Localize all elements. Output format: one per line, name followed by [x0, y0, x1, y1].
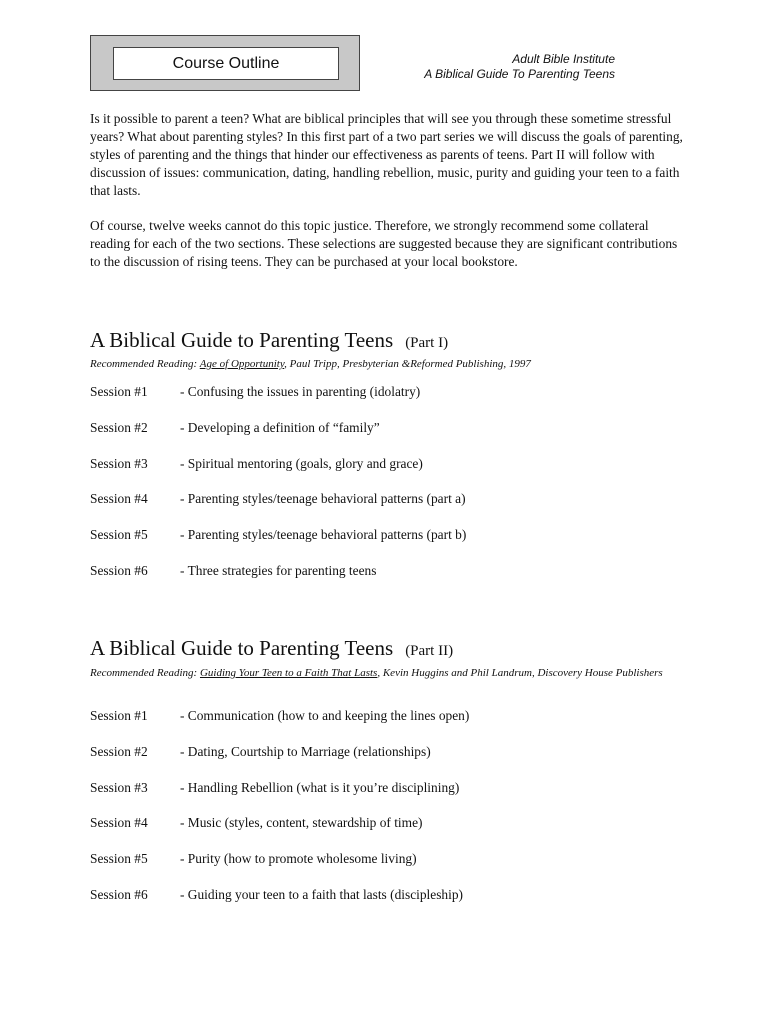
part2-recommended-reading	[90, 666, 680, 681]
session-topic: - Guiding your teen to a faith that lasts (discipleship)	[180, 886, 464, 902]
session-number: Session #5	[90, 527, 148, 543]
session-number: Session #2	[90, 419, 148, 435]
session-topic: - Spiritual mentoring (goals, glory and grace)	[180, 455, 423, 471]
part2-reading-label: Recommended Reading:	[90, 667, 198, 679]
session-row	[90, 815, 650, 851]
session-topic: - Developing a definition of “family”	[180, 419, 380, 435]
part1-heading-text: A Biblical Guide to Parenting Teens	[90, 328, 394, 352]
session-topic: - Communication (how to and keeping the lines open)	[180, 708, 470, 723]
part1-reading-label: Recommended Reading:	[90, 358, 198, 370]
session-row	[90, 780, 650, 816]
part1-session-list	[90, 384, 650, 599]
session-number: Session #6	[90, 562, 148, 578]
part2-book-title: Guiding Your Teen to a Faith That Lasts	[199, 667, 378, 679]
intro-paragraph-2: Of course, twelve weeks cannot do this topic justice. Therefore, we strongly recommend some collateral reading for each of the two sections. These selections are suggested because they are significant contributions to the discussion of rising teens. They can be purchased at your local bookstore.	[90, 218, 678, 269]
title-frame	[90, 35, 360, 91]
part1-label: (Part I)	[405, 335, 449, 351]
session-number: Session #3	[90, 779, 148, 795]
session-row	[90, 384, 650, 420]
session-row	[90, 527, 650, 563]
session-topic: - Dating, Courtship to Marriage (relationships)	[180, 743, 431, 759]
session-row	[90, 456, 650, 492]
session-topic: - Handling Rebellion (what is it you’re disciplining)	[180, 779, 460, 795]
session-number: Session #5	[90, 851, 148, 867]
part1-recommended-reading	[90, 357, 680, 372]
part2-heading-text: A Biblical Guide to Parenting Teens	[90, 636, 394, 660]
session-topic: - Purity (how to promote wholesome living)	[180, 851, 417, 867]
part1-book-details: , Paul Tripp, Presbyterian &Reformed Publishing, 1997	[284, 358, 531, 370]
session-number: Session #4	[90, 815, 148, 831]
session-number: Session #1	[90, 384, 148, 399]
session-row	[90, 491, 650, 527]
part1-book-title: Age of Opportunity	[199, 358, 285, 370]
part1-heading	[90, 328, 448, 353]
session-row	[90, 563, 650, 599]
part2-label: (Part II)	[405, 643, 454, 659]
session-row	[90, 887, 650, 923]
session-topic: - Confusing the issues in parenting (idolatry)	[180, 384, 421, 399]
page-title: Course Outline	[113, 47, 339, 80]
institute-name: Adult Bible Institute	[512, 52, 615, 66]
session-number: Session #2	[90, 743, 148, 759]
session-row	[90, 744, 650, 780]
session-row	[90, 708, 650, 744]
session-topic: - Music (styles, content, stewardship of time)	[180, 815, 423, 831]
part2-heading	[90, 636, 453, 661]
part2-session-list	[90, 708, 650, 923]
session-number: Session #1	[90, 708, 148, 723]
session-number: Session #3	[90, 455, 148, 471]
session-topic: - Three strategies for parenting teens	[180, 562, 377, 578]
course-subtitle: A Biblical Guide To Parenting Teens	[424, 67, 615, 81]
institute-block	[400, 52, 615, 82]
session-topic: - Parenting styles/teenage behavioral patterns (part a)	[180, 491, 466, 507]
intro-paragraph-1: Is it possible to parent a teen? What are biblical principles that will see you through these sometime stressful years? What about parenting styles? In this first part of a two part series we will discuss the goals of parenting, styles of parenting and the things that hinder our effectiveness as parents of teens. Part II will follow with discussion of issues: communication, dating, handling rebellion, music, purity and guiding your teen to a faith that lasts.	[90, 111, 683, 198]
session-number: Session #6	[90, 886, 148, 902]
part2-book-details: , Kevin Huggins and Phil Landrum, Discovery House Publishers	[377, 667, 663, 679]
session-topic: - Parenting styles/teenage behavioral patterns (part b)	[180, 527, 467, 543]
session-number: Session #4	[90, 491, 148, 507]
session-row	[90, 420, 650, 456]
session-row	[90, 851, 650, 887]
